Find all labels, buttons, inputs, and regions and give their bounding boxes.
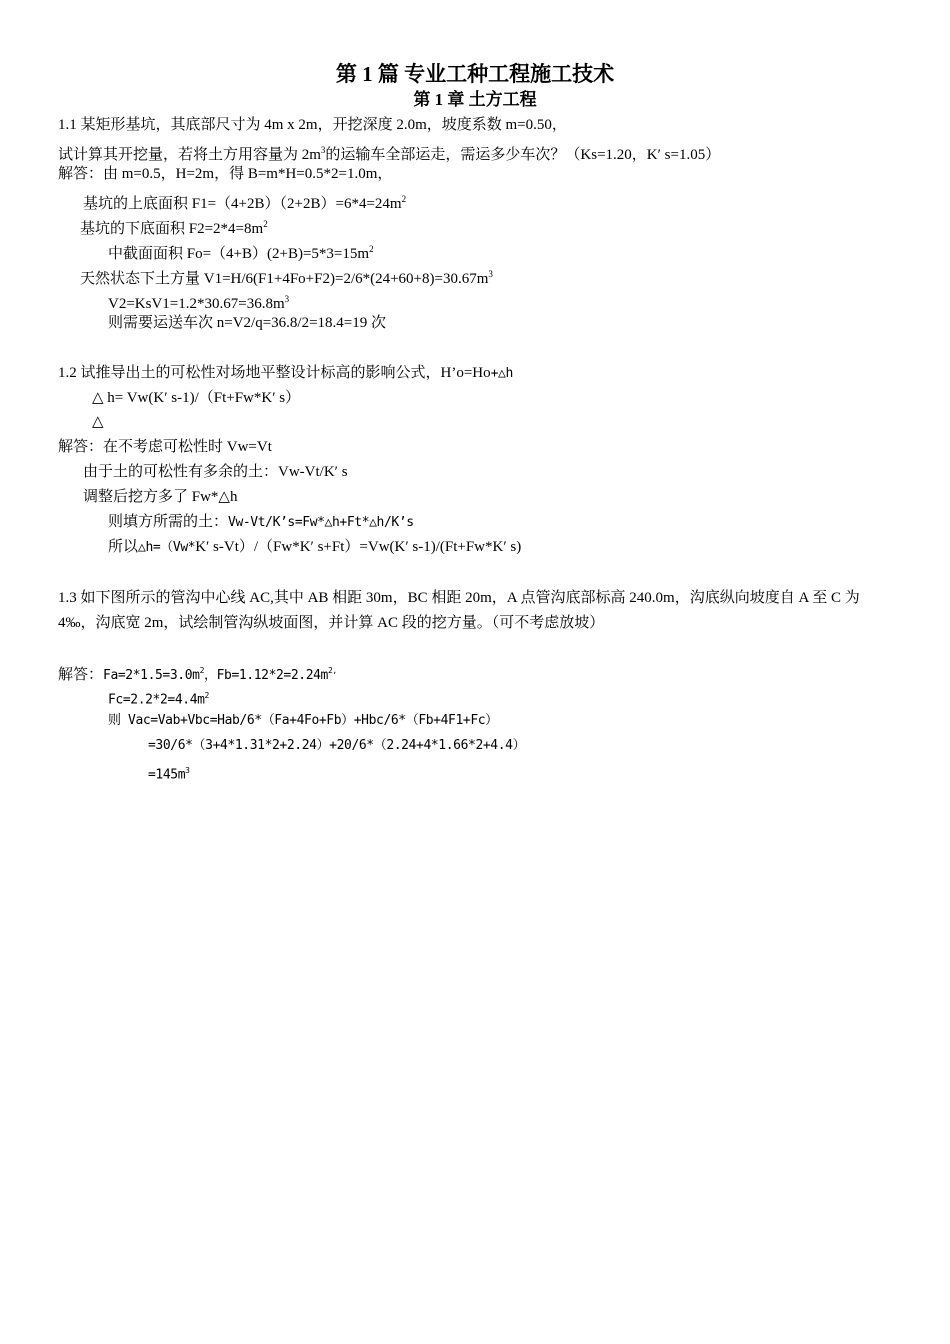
q1-answer-7: 则需要运送车次 n=V2/q=36.8/2=18.4=19 次 (108, 315, 387, 331)
q1-answer-3: 基坑的下底面积 $F2=2*4=8m^2$ (80, 219, 268, 237)
q3-question: 1.3 如下图所示的管沟中心线 AC,其中 AB 相距 30m，BC 相距 20m，A 点管沟底部标高 240.0m，沟底纵向坡度自 A 至 C 为 4‰，沟底宽 2m，试绘制管沟纵坡面图，并计算 AC 段的挖方量。（可不考虑放坡） (58, 590, 860, 631)
part-title: 第 1 篇 专业工种工程施工技术 (335, 62, 615, 86)
q2-answer-1: 解答：在不考虑可松性时 Vw=Vt (58, 439, 272, 455)
q1-answer-2: 基坑的上底面积 $F1=(4+2B)(2+2B)=6*4=24m^2$ (83, 194, 407, 212)
q1-answer-6: $V2=KsV1=1.2*30.67=36.8m^3$ (108, 294, 290, 312)
q2-answer-3: 调整后挖方多了 Fw*△h (83, 489, 238, 505)
q1-answer-4: 中截面面积 $Fo=(4+B)(2+B)=5*3=15m^2$ (108, 244, 374, 262)
q2-line-1: 1.2 试推导出土的可松性对场地平整设计标高的影响公式，H’o=Ho+△h (58, 365, 513, 381)
q1-answer-5: 天然状态下土方量 $V1=H/6(F1+4Fo+F2)=2/6*(24+60+8)=30.67m^3$ (80, 269, 493, 287)
q3-answer-1: 解答：$Fa=2*1.5=3.0m^2$，$Fb=1.12*2=2.24m^{2,}$ (58, 666, 337, 683)
q2-answer-4: 则填方所需的土：Vw-Vt/K’s=Fw*△h+Ft*△h/K’s (108, 514, 414, 530)
q1-line-1: 1.1 某矩形基坑，其底部尺寸为 4m x 2m，开挖深度 2.0m，坡度系数 m=0.50， (58, 117, 567, 133)
q3-answer-2: $Fc=2.2*2=4.4m^2$ (108, 691, 209, 708)
q2-line-3: △ (92, 414, 104, 430)
q3-answer-4: =30/6*（3+4*1.31*2+2.24）+20/6*（2.24+4*1.66*2+4.4） (148, 738, 526, 753)
chapter-title: 第 1 章 土方工程 (413, 90, 537, 109)
q3-answer-3: 则 Vac=Vab+Vbc=Hab/6*（Fa+4Fo+Fb）+Hbc/6*（Fb+4F1+Fc） (108, 713, 498, 728)
q2-answer-2: 由于土的可松性有多余的土：Vw-Vt/K′ s (83, 464, 348, 480)
q1-line-2: 试计算其开挖量，若将土方用容量为 $2m^3$的运输车全部运走，需运多少车次？（Ks=1.20，K′ s=1.05） (58, 145, 721, 163)
q2-line-2: △ h= Vw(K′ s-1)/（Ft+Fw*K′ s） (92, 390, 301, 406)
q2-answer-5: 所以△h=（Vw*K′ s-Vt）/（Fw*K′ s+Ft）=Vw(K′ s-1)/(Ft+Fw*K′ s) (108, 539, 522, 555)
q3-answer-5: $=145m^3$ (148, 766, 190, 783)
q1-answer-1: 解答：由 m=0.5，H=2m，得 B=m*H=0.5*2=1.0m， (58, 166, 393, 182)
